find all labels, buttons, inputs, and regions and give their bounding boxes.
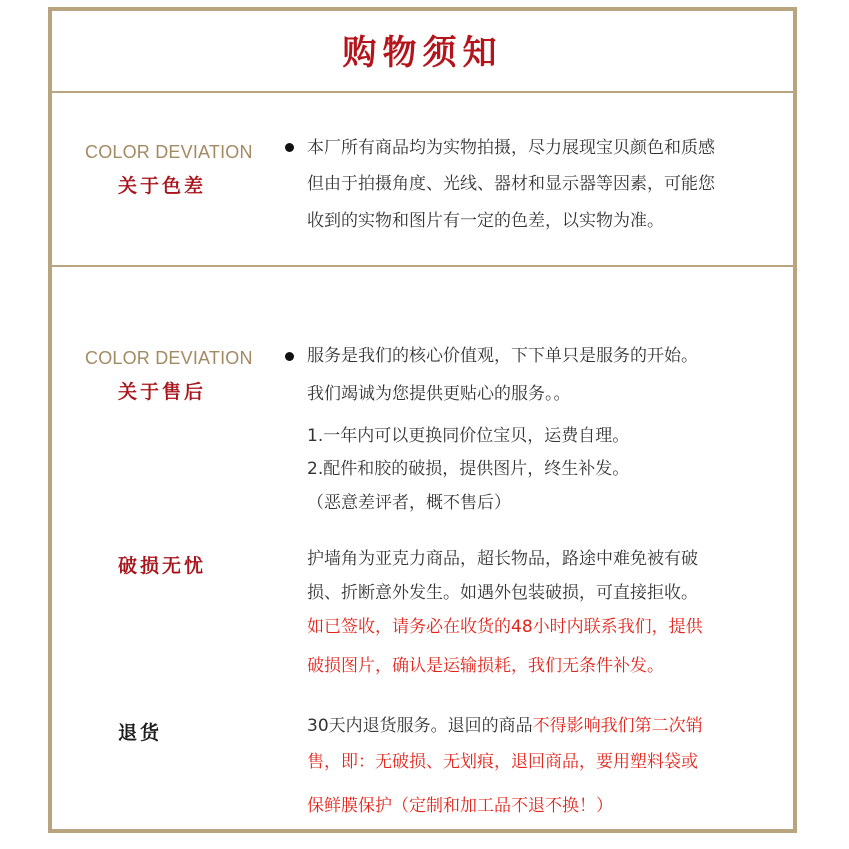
damage-line-2: 损、折断意外发生。如遇外包装破损，可直接拒收。 [307,583,698,603]
return-label-zh: 退货 [118,722,163,744]
service-line-1: 服务是我们的核心价值观，下下单只是服务的开始。 [307,346,698,366]
damage-red-line-1: 如已签收，请务必在收货的48小时内联系我们，提供 [307,617,703,637]
color-line-2: 但由于拍摄角度、光线、器材和显示器等因素，可能您 [307,174,715,194]
section-color-deviation [52,93,793,267]
color-label-en: COLOR DEVIATION [85,142,253,162]
damage-label-zh: 破损无忧 [118,555,207,577]
damage-red-line-2: 破损图片，确认是运输损耗，我们无条件补发。 [307,656,664,676]
service-line-3: 1.一年内可以更换同价位宝贝，运费自理。 [307,426,630,446]
color-line-1: 本厂所有商品均为实物拍摄，尽力展现宝贝颜色和质感 [307,138,715,158]
color-line-3: 收到的实物和图片有一定的色差，以实物为准。 [307,211,664,231]
return-line-1-black: 30天内退货服务。退回的商品 [307,716,533,736]
service-line-2: 我们竭诚为您提供更贴心的服务。。 [307,384,571,404]
bullet-icon [285,143,294,152]
return-red-line-3: 保鲜膜保护（定制和加工品不退不换！） [307,796,613,816]
service-line-5: （恶意差评者，概不售后） [307,493,511,513]
color-label-zh: 关于色差 [118,175,207,197]
notice-frame [48,7,797,833]
service-label-zh: 关于售后 [118,381,207,403]
bullet-icon [285,352,294,361]
damage-line-1: 护墙角为亚克力商品，超长物品，路途中难免被有破 [307,549,698,569]
page-title: 购物须知 [52,11,793,93]
return-line-1-red: 不得影响我们第二次销 [532,716,703,736]
return-line-1 [307,711,703,736]
service-line-4: 2.配件和胶的破损，提供图片，终生补发。 [307,459,630,479]
return-red-line-2: 售，即：无破损、无划痕，退回商品，要用塑料袋或 [307,752,698,772]
service-label-en: COLOR DEVIATION [85,348,253,368]
